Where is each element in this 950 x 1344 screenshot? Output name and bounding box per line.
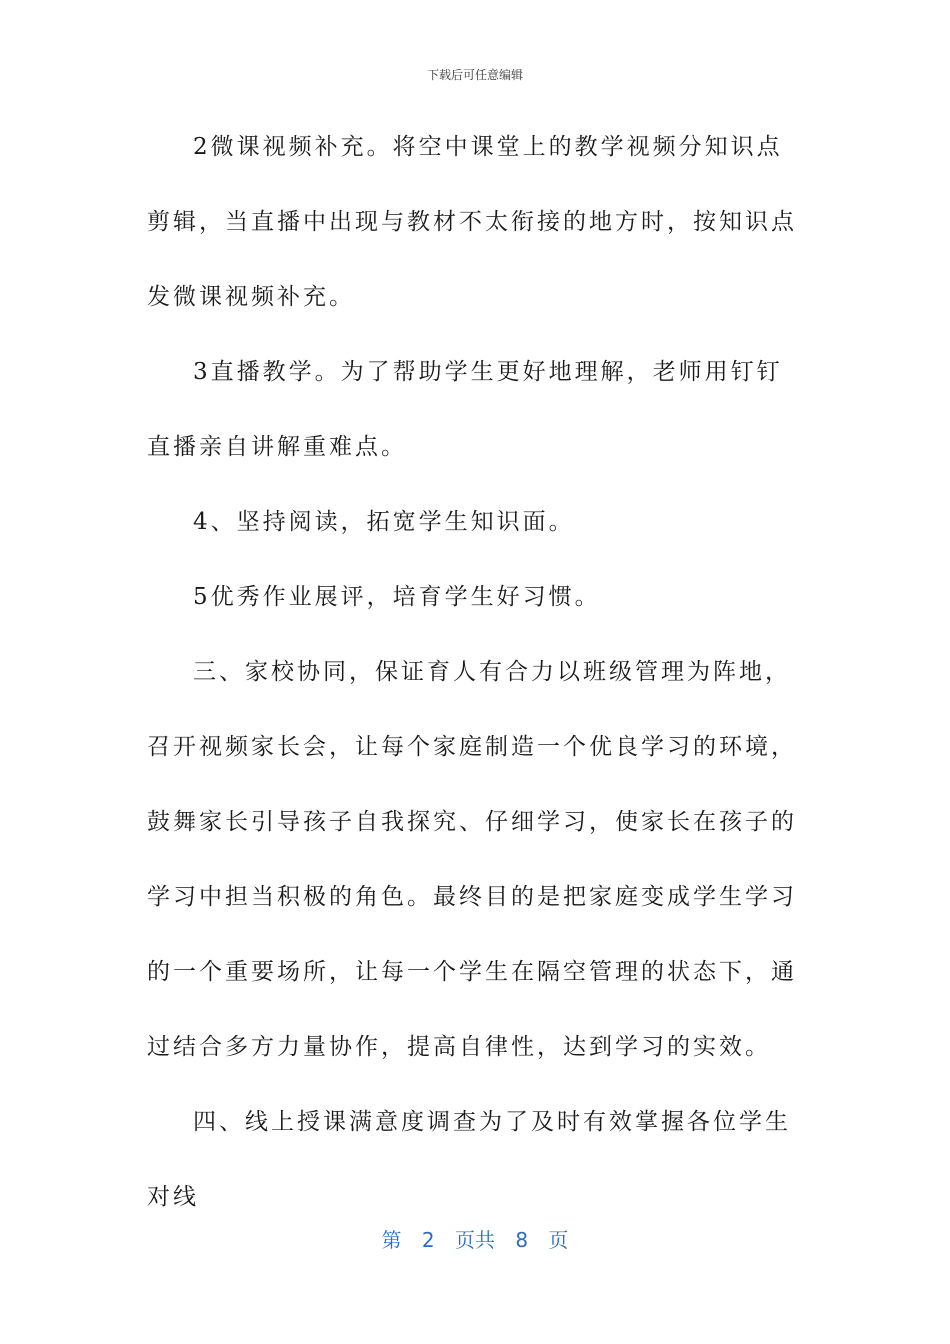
page-header-note: 下载后可任意编辑 [426, 68, 523, 82]
paragraph-homework: 5优秀作业展评，培育学生好习惯。 [193, 584, 601, 610]
document-body [147, 110, 807, 1235]
paragraph-live-teaching: 3直播教学。为了帮助学生更好地理解，老师用钉钉直播亲自讲解重难点。 [147, 359, 783, 460]
paragraph-survey: 四、线上授课满意度调查为了及时有效掌握各位学生对线 [147, 1109, 791, 1210]
page-number: 第 2 页共 8 页 [381, 1228, 569, 1252]
paragraph-micro-video: 2微课视频补充。将空中课堂上的教学视频分知识点剪辑，当直播中出现与教材不太衔接的地方时，按知识点发微课视频补充。 [147, 134, 797, 310]
paragraph-reading: 4、坚持阅读，拓宽学生知识面。 [193, 509, 575, 535]
paragraph-home-school: 三、家校协同，保证育人有合力以班级管理为阵地，召开视频家长会，让每个家庭制造一个优良学习的环境，鼓舞家长引导孩子自我探究、仔细学习，使家长在孩子的学习中担当积极的角色。最终目的是把家庭变成学生学习的一个重要场所，让每一个学生在隔空管理的状态下，通过结合多方力量协作，提高自律性，达到学习的实效。 [147, 659, 797, 1060]
